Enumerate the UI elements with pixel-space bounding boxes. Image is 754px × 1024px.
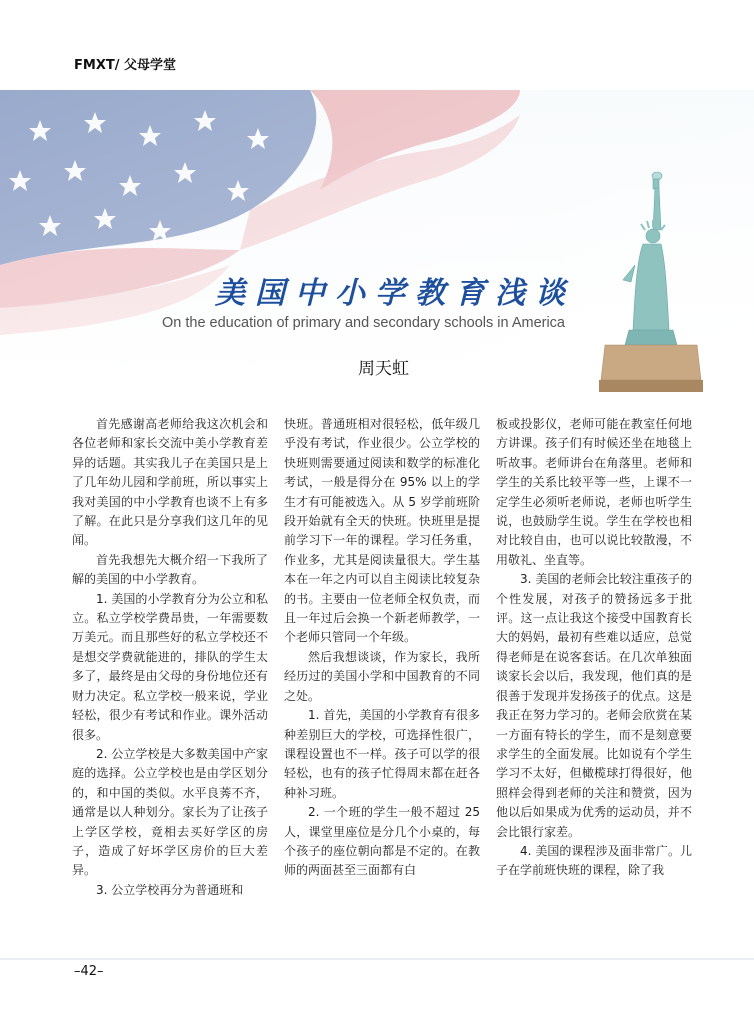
paragraph: 3. 公立学校再分为普通班和 [96,882,244,897]
paragraph: 1. 美国的小学教育分为公立和私立。私立学校学费昂贵，一年需要数万美元。而且那些好的私立学校还不是想交学费就能进的，排队的学生太多了，最终是由父母的身份地位还有财力决定。私立学校一般来说，学业轻松，很少有考试和作业。课外活动很多。 [72,591,268,742]
text-column-2 [284,415,480,925]
paragraph: 2. 一个班的学生一般不超过 25 人，课堂里座位是分几个小桌的，每个孩子的座位朝向都是不定的。在教师的两面甚至三面都有白 [284,805,480,878]
footer-divider [0,958,754,960]
article-title-en: On the education of primary and secondary schools in America [162,315,565,331]
paragraph: 2. 公立学校是大多数美国中产家庭的选择。公立学校也是由学区划分的，和中国的类似。水平良莠不齐，通常是以人种划分。家长为了让孩子上学区学校，竟相去买好学区的房子，造成了好坏学区房价的巨大差异。 [72,746,268,878]
paragraph: 快班。普通班相对很轻松，低年级几乎没有考试，作业很少。公立学校的快班则需要通过阅读和数学的标准化考试，一般是得分在 95% 以上的学生才有可能被选入。从 5 岁学前班阶段开始就有全天的快班。快班里是提前学习下一年的课程。学习任务重，作业多，尤其是阅读量很大。学生基本在一年之内可以自主阅读比较复杂的书。主要由一位老师全权负责，而且一年过后会换一个新老师教学，一个老师只管同一个年级。 [284,417,480,645]
paragraph: 3. 美国的老师会比较注重孩子的个性发展，对孩子的赞扬远多于批评。这一点让我这个接受中国教育长大的妈妈，最初有些难以适应，总觉得老师是在说客套话。在几次单独面谈家长会以后，我发现，他们真的是很善于发现并发扬孩子的优点。这是我正在努力学习的。老师会欣赏在某一方面有特长的学生，而不是刻意要求学生的全面发展。比如说有个学生学习不太好，但橄榄球打得很好，他照样会得到老师的关注和赞赏，因为他以后如果成为优秀的运动员，并不会比银行家差。 [496,572,692,839]
paragraph: 然后我想谈谈，作为家长，我所经历过的美国小学和中国教育的不同之处。 [284,649,480,703]
article-title-cn: 美国中小学教育浅谈 [215,276,575,311]
text-column-1 [72,415,268,925]
author-name: 周天虹 [358,359,409,379]
statue-of-liberty-illustration [595,170,705,395]
article-body [72,415,692,925]
page-number: –42– [74,964,104,979]
text-column-3 [496,415,692,925]
paragraph: 板或投影仪，老师可能在教室任何地方讲课。孩子们有时候还坐在地毯上听故事。老师讲台在角落里。老师和学生的关系比较平等一些，上课不一定学生必须听老师说，老师也听学生说，也鼓励学生说。学生在学校也相对比较自由，也可以说比较散漫，不用敬礼、坐直等。 [496,417,692,567]
paragraph: 首先我想先大概介绍一下我所了解的美国的中小学教育。 [72,552,268,587]
paragraph: 首先感谢高老师给我这次机会和各位老师和家长交流中美小学教育差异的话题。其实我儿子在美国只是上了几年幼儿园和学前班，所以事实上我对美国的中小学教育也谈不上有多了解。在此只是分享我们这几年的见闻。 [72,417,268,548]
section-header: FMXT/ 父母学堂 [74,58,176,73]
paragraph: 1. 首先，美国的小学教育有很多种差别巨大的学校，可选择性很广，课程设置也不一样。孩子可以学的很轻松，也有的孩子忙得周末都在赶各种补习班。 [284,708,480,800]
paragraph: 4. 美国的课程涉及面非常广。儿子在学前班快班的课程，除了我 [496,843,692,878]
